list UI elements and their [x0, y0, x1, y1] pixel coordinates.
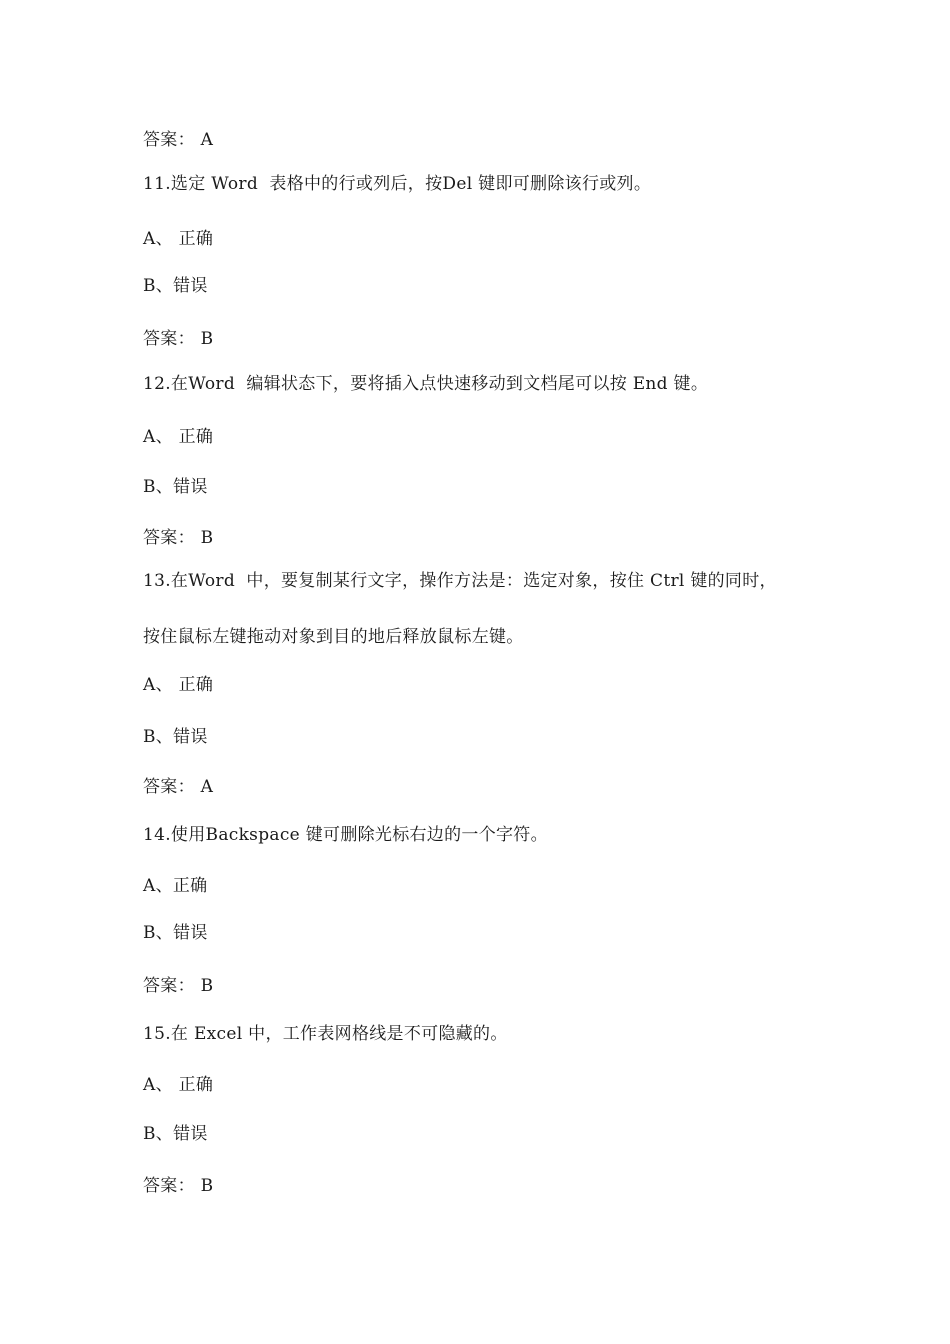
question-15-text: 15.在 Excel 中，工作表网格线是不可隐藏的。 [143, 1024, 508, 1044]
question-11-option-b: B、错误 [143, 276, 208, 296]
question-11-text: 11.选定 Word 表格中的行或列后，按Del 键即可删除该行或列。 [143, 174, 652, 194]
question-13-option-a: A、 正确 [143, 675, 214, 695]
question-15-option-b: B、错误 [143, 1124, 208, 1144]
question-14-answer: 答案： B [143, 976, 214, 996]
question-14-text: 14.使用Backspace 键可删除光标右边的一个字符。 [143, 825, 548, 845]
question-14-option-b: B、错误 [143, 923, 208, 943]
question-12-option-b: B、错误 [143, 477, 208, 497]
question-12-text: 12.在Word 编辑状态下，要将插入点快速移动到文档尾可以按 End 键。 [143, 374, 709, 394]
question-15-answer: 答案： B [143, 1176, 214, 1196]
question-13-text-line-1: 13.在Word 中，要复制某行文字，操作方法是：选定对象，按住 Ctrl 键的同时， [143, 571, 777, 591]
question-11-option-a: A、 正确 [143, 229, 214, 249]
question-14-option-a: A、正确 [143, 876, 208, 896]
answer-line: 答案： A [143, 130, 214, 150]
question-15-option-a: A、 正确 [143, 1075, 214, 1095]
question-13-option-b: B、错误 [143, 727, 208, 747]
question-12-option-a: A、 正确 [143, 427, 214, 447]
question-13-text-line-2: 按住鼠标左键拖动对象到目的地后释放鼠标左键。 [143, 627, 524, 647]
question-13-answer: 答案： A [143, 777, 214, 797]
question-11-answer: 答案： B [143, 329, 214, 349]
question-12-answer: 答案： B [143, 528, 214, 548]
